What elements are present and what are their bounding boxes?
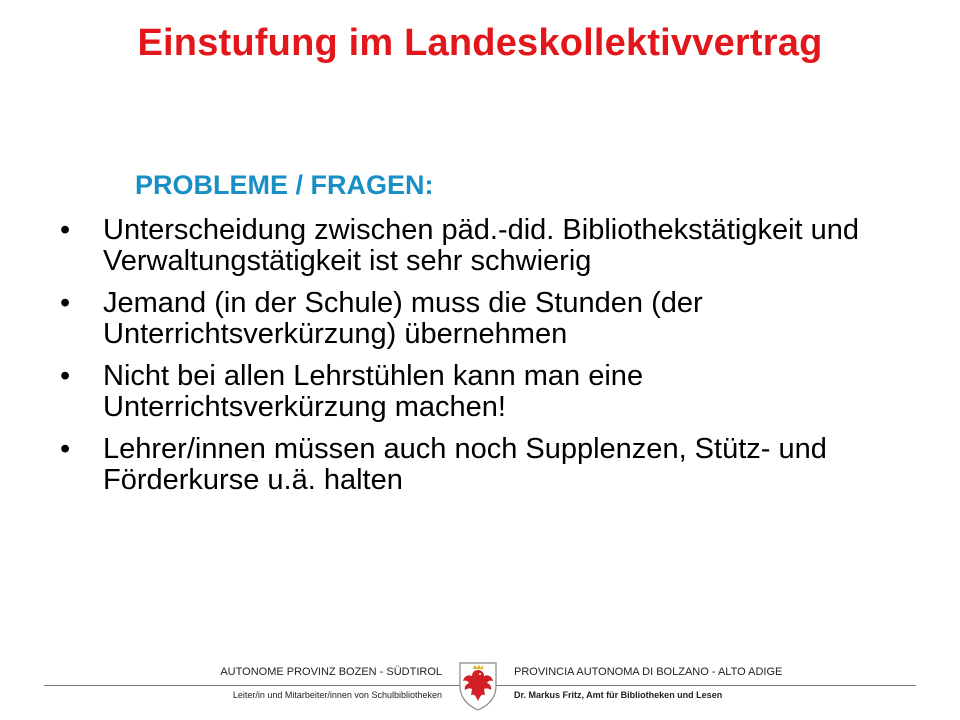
footer-province-it: PROVINCIA AUTONOMA DI BOLZANO - ALTO ADIGE	[514, 666, 783, 678]
bullet-item	[58, 215, 908, 277]
bullet-list	[58, 215, 908, 507]
footer-province-de: AUTONOME PROVINZ BOZEN - SÜDTIROL	[220, 666, 442, 678]
bullet-item	[58, 288, 908, 350]
footer-author: Dr. Markus Fritz, Amt für Bibliotheken und Lesen	[514, 690, 723, 700]
slide-title: Einstufung im Landeskollektivvertrag	[137, 22, 823, 64]
bullet-text: Jemand (in der Schule) muss die Stunden (der Unterrichtsverkürzung) übernehmen	[103, 287, 703, 350]
section-subheading: PROBLEME / FRAGEN:	[135, 170, 434, 200]
bullet-symbol: •	[60, 360, 71, 392]
footer-audience: Leiter/in und Mitarbeiter/innen von Schulbibliotheken	[232, 690, 442, 700]
bullet-text: Lehrer/innen müssen auch noch Supplenzen, Stütz- und Förderkurse u.ä. halten	[103, 433, 827, 496]
bullet-item	[58, 361, 908, 423]
bullet-text: Unterscheidung zwischen päd.-did. Bibliothekstätigkeit und Verwaltungstätigkeit ist sehr schwierig	[103, 214, 860, 277]
tyrolean-eagle-crest-icon	[457, 660, 499, 712]
bullet-symbol: •	[60, 287, 71, 319]
bullet-text: Nicht bei allen Lehrstühlen kann man eine Unterrichtsverkürzung machen!	[103, 360, 644, 423]
bullet-symbol: •	[60, 433, 71, 465]
bullet-symbol: •	[60, 214, 71, 246]
bullet-item	[58, 434, 908, 496]
